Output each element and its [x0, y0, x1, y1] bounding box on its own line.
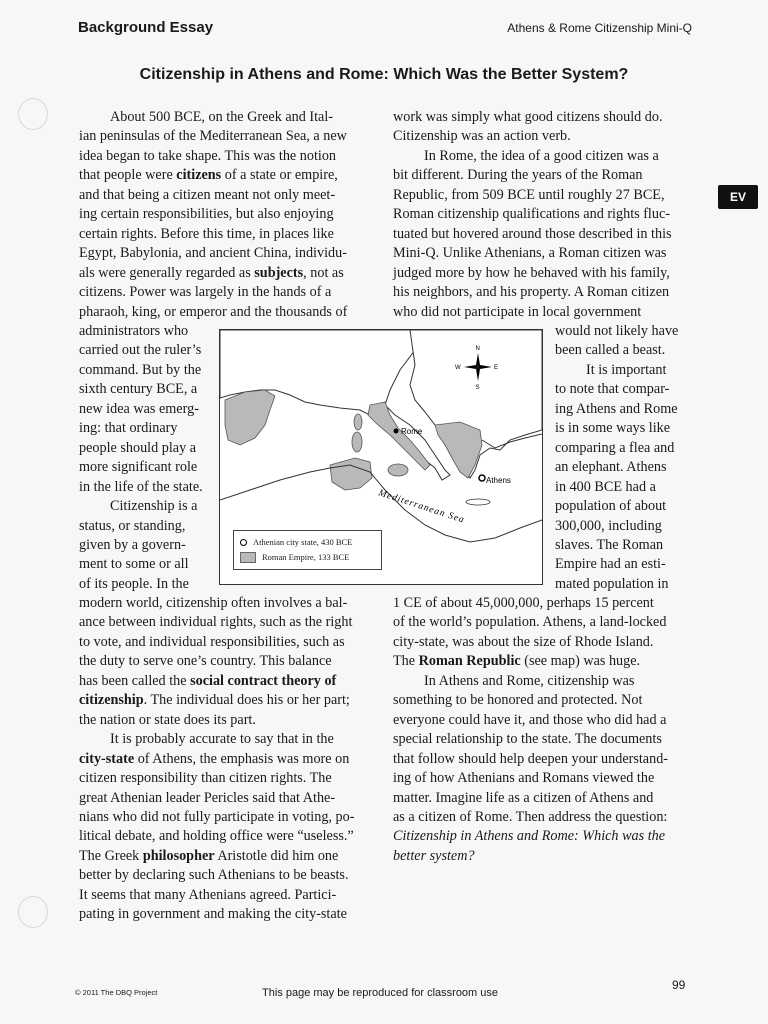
athens-circle-icon: [240, 539, 247, 546]
text-line: bit different. During the years of the Roman: [393, 167, 643, 184]
text-line: citizens. Power was largely in the hands of a: [79, 284, 332, 301]
text-line: citizenship. The individual does his or her part;: [79, 692, 350, 709]
text-line: is in some ways like: [555, 420, 671, 437]
text-line: ing of how Athenians and Romans viewed the: [393, 770, 655, 787]
text-line: Citizenship in Athens and Rome: Which was the: [393, 828, 666, 845]
rome-label: Rome: [401, 427, 423, 436]
text-line: special relationship to the state. The documents: [393, 731, 662, 748]
rome-marker: [394, 429, 399, 434]
text-line: the duty to serve one’s country. This balance: [79, 653, 332, 670]
text-line: ing: that ordinary: [79, 420, 178, 437]
text-line: Citizenship is a: [110, 498, 198, 515]
text-line: About 500 BCE, on the Greek and Ital-: [110, 109, 334, 125]
legend-rome-label: Roman Empire, 133 BCE: [262, 552, 350, 562]
right-column-continued: [393, 594, 684, 866]
text-line: of the world’s population. Athens, a land-locked: [393, 614, 667, 631]
text-line: everyone could have it, and those who did had a: [393, 711, 667, 728]
text-line: In Rome, the idea of a good citizen was a: [424, 147, 659, 164]
text-line: who did not participate in local government: [393, 303, 642, 320]
text-line: to vote, and individual responsibilities, such as: [79, 633, 345, 650]
text-line: to note that compar-: [555, 381, 670, 398]
left-column-intro: [79, 108, 365, 322]
term-citizenship: citizenship: [79, 692, 144, 709]
text-line: ing certain responsibilities, but also enjoying: [79, 206, 334, 223]
text-line: ment to some or all: [79, 556, 189, 573]
text-line: of its people. In the: [79, 575, 189, 592]
text-line: ian peninsulas of the Mediterranean Sea, a new: [79, 128, 347, 145]
text-line: 1 CE of about 45,000,000, perhaps 15 percent: [393, 595, 654, 611]
text-line: Republic, from 509 BCE until roughly 27 BCE,: [393, 186, 665, 203]
text-line: litical debate, and holding office were “useless.”: [79, 828, 354, 845]
header-series-label: Athens & Rome Citizenship Mini-Q: [507, 21, 692, 35]
term-subjects: subjects: [254, 264, 304, 281]
compass-south: S: [475, 385, 480, 391]
term-roman-republic: Roman Republic: [418, 653, 521, 670]
text-line: It seems that many Athenians agreed. Partici-: [79, 886, 337, 903]
mediterranean-map: [219, 329, 543, 585]
copyright: © 2011 The DBQ Project: [75, 988, 158, 997]
text-line: nians who did not fully participate in voting, po-: [79, 808, 355, 825]
text-line: mated population in: [555, 575, 669, 592]
text-line: administrators who: [79, 323, 189, 339]
text-line: It is important: [586, 361, 667, 378]
text-line: status, or standing,: [79, 517, 186, 534]
left-column-continued: [79, 594, 365, 925]
text-line: Roman citizenship qualifications and rights fluc-: [393, 206, 670, 223]
corsica-island: [354, 414, 362, 430]
athens-label: Athens: [486, 476, 511, 485]
text-line: ance between individual rights, such as the right: [79, 614, 353, 631]
text-line: as a citizen of Rome. Then address the question:: [393, 808, 668, 825]
text-line: It is probably accurate to say that in the: [110, 731, 334, 748]
text-line: pharaoh, king, or emperor and the thousands of: [79, 303, 348, 320]
text-line: better by declaring such Athenians to be beasts.: [79, 867, 349, 884]
text-line: population of about: [555, 498, 667, 515]
text-line: better system?: [393, 847, 475, 864]
text-line: certain rights. Before this time, in places like: [79, 225, 334, 242]
text-line: ing Athens and Rome: [555, 400, 678, 417]
text-line: his neighbors, and his property. A Roman citizen: [393, 284, 670, 301]
text-line: in 400 BCE had a: [555, 478, 656, 495]
text-line: comparing a flea and: [555, 439, 675, 456]
text-line: Mini-Q. Unlike Athenians, a Roman citizen was: [393, 245, 667, 262]
text-line: The Greek philosopher Aristotle did him one: [79, 847, 339, 864]
text-line: more significant role: [79, 459, 198, 476]
text-line: In Athens and Rome, citizenship was: [424, 672, 635, 689]
sicily-island: [388, 464, 408, 476]
text-line: Egypt, Babylonia, and ancient China, individu-: [79, 245, 347, 262]
text-line: 300,000, including: [555, 517, 662, 534]
text-line: something to be honored and protected. Not: [393, 692, 643, 709]
athens-marker: [479, 475, 485, 481]
legend-item-athens: [240, 535, 375, 550]
text-line: in the life of the state.: [79, 478, 203, 495]
text-line: tuated but hovered around those described in this: [393, 225, 672, 242]
text-line: that people were citizens of a state or empire,: [79, 167, 338, 184]
text-line: carried out the ruler’s: [79, 342, 202, 359]
legend-item-rome: [240, 550, 375, 565]
text-line: sixth century BCE, a: [79, 381, 198, 398]
text-line: slaves. The Roman: [555, 536, 664, 553]
text-line: that follow should help deepen your understand-: [393, 750, 669, 767]
reproduction-notice: This page may be reproduced for classroom use: [262, 987, 499, 999]
text-line: work was simply what good citizens should do.: [393, 109, 663, 125]
term-citizens: citizens: [176, 167, 222, 184]
text-line: an elephant. Athens: [555, 459, 667, 476]
compass-east: E: [494, 365, 499, 371]
text-line: als were generally regarded as subjects, not as: [79, 264, 344, 281]
text-line: new idea was emerg-: [79, 400, 199, 417]
map-legend: [233, 530, 382, 570]
left-column-wrap-text: [79, 322, 209, 594]
text-line: Citizenship was an action verb.: [393, 128, 571, 145]
text-line: matter. Imagine life as a citizen of Athens and: [393, 789, 654, 806]
text-line: the nation or state does its part.: [79, 711, 256, 728]
right-column-intro: [393, 108, 684, 322]
punch-hole-top: [18, 98, 48, 130]
compass-north: N: [475, 346, 480, 352]
sea-label: Mediterranean Sea: [377, 488, 466, 526]
term-city-state: city-state: [79, 750, 135, 767]
crete-island: [466, 499, 490, 505]
text-line: and that being a citizen meant not only meet-: [79, 186, 336, 203]
compass-west: W: [455, 365, 461, 371]
text-line: has been called the social contract theory of: [79, 672, 337, 689]
page-title: Citizenship in Athens and Rome: Which Was the Better System?: [139, 66, 629, 83]
text-line: been called a beast.: [555, 342, 666, 359]
text-line: Empire had an esti-: [555, 556, 666, 573]
text-line: would not likely have: [555, 323, 679, 339]
text-line: The Roman Republic (see map) was huge.: [393, 653, 641, 670]
text-line: modern world, citizenship often involves a bal-: [79, 595, 348, 611]
legend-athens-label: Athenian city state, 430 BCE: [253, 537, 353, 547]
text-line: people should play a: [79, 439, 197, 456]
page-number: 99: [672, 978, 686, 992]
ev-badge: EV: [718, 185, 758, 209]
right-column-wrap-text: [555, 322, 687, 594]
text-line: given by a govern-: [79, 536, 186, 553]
header-section-label: Background Essay: [78, 19, 214, 36]
text-line: pating in government and making the city-state: [79, 906, 347, 923]
punch-hole-bottom: [18, 896, 48, 928]
text-line: great Athenian leader Pericles said that Athe-: [79, 789, 336, 806]
text-line: judged more by how he behaved with his family,: [393, 264, 670, 281]
sardinia-island: [352, 432, 362, 452]
term-philosopher: philosopher: [142, 847, 215, 864]
text-line: citizen responsibility than citizen rights. The: [79, 770, 332, 787]
roman-empire-swatch-icon: [240, 552, 256, 563]
text-line: idea began to take shape. This was the notion: [79, 147, 337, 164]
text-line: city-state of Athens, the emphasis was more on: [79, 750, 350, 767]
term-social-contract: social contract theory of: [190, 672, 337, 689]
text-line: command. But by the: [79, 361, 202, 378]
text-line: city-state, was about the size of Rhode Island.: [393, 633, 654, 650]
